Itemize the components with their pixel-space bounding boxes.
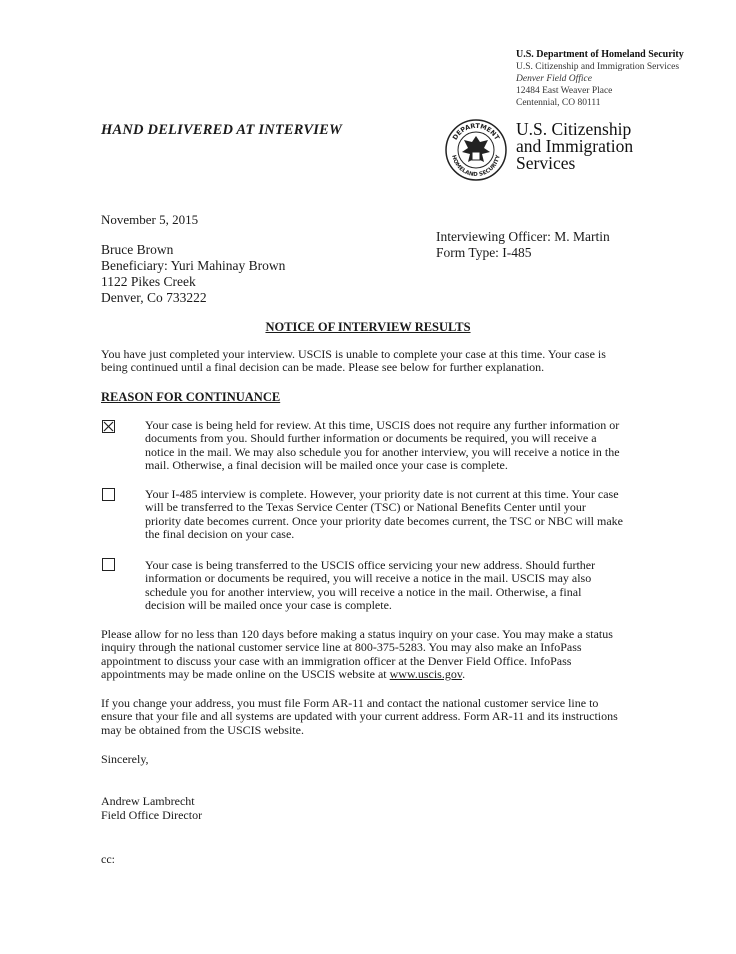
field-office-name: Denver Field Office bbox=[516, 74, 592, 84]
agency-logo-line1: U.S. Citizenship bbox=[516, 119, 632, 139]
letter-date: November 5, 2015 bbox=[101, 212, 199, 227]
agency-logo-line3: Services bbox=[516, 153, 576, 173]
office-street: 12484 East Weaver Place bbox=[516, 86, 613, 96]
form-type: Form Type: I-485 bbox=[436, 245, 532, 260]
officer-info bbox=[436, 229, 610, 261]
notice-title: NOTICE OF INTERVIEW RESULTS bbox=[265, 320, 471, 334]
uscis-website-link[interactable]: www.uscis.gov bbox=[389, 667, 463, 682]
signer-name: Andrew Lambrecht bbox=[101, 794, 195, 808]
intro-paragraph: You have just completed your interview. USCIS is unable to complete your case at this time. Your case is being continued until a final decision can be made. Please see below for further explanation. bbox=[101, 347, 606, 375]
option-3-text: Your case is being transferred to the USCIS office servicing your new address. Should further information or documents be required, you will receive a notice in the mail. USCIS may also schedule you for another interview, you will receive a notice in the mail. Otherwise, a final decision will be mailed once your case is complete. bbox=[145, 558, 596, 613]
seal-top-text: DEPARTMENT bbox=[450, 121, 502, 142]
address-change-paragraph: If you change your address, you must file Form AR-11 and contact the national customer service line to ensure that your file and all systems are updated with your current address. Form AR-11 and its instructions may be obtained from the USCIS website. bbox=[101, 696, 618, 737]
checkbox-x-icon bbox=[103, 421, 114, 432]
hand-delivered-note: HAND DELIVERED AT INTERVIEW bbox=[101, 122, 343, 138]
option-1-text: Your case is being held for review. At this time, USCIS does not require any further information or documents from you. Should further information or documents be required, you will receive a notice in the mail. We may also schedule you for another interview, you will receive a notice in the mail. Otherwise, a final decision will be mailed once your case is complete. bbox=[145, 418, 620, 473]
dhs-seal-icon bbox=[444, 118, 508, 182]
status-paragraph-text: Please allow for no less than 120 days before making a status inquiry on your case. You may make a status inquiry through the national customer service line at 800-375-5283. You may also make an InfoPass appointment to discuss your case with an immigration officer at the Denver Field Office. InfoPass appointments may be made online on the USCIS website at bbox=[101, 627, 613, 682]
option-2-text: Your I-485 interview is complete. However, your priority date is not current at this time. Your case will be transferred to the Texas Service Center (TSC) or National Benefits Center until your priority date becomes current. Once your priority date becomes current, the TSC or NBC will make the final decision on your case. bbox=[145, 487, 623, 542]
header-address-block bbox=[516, 49, 684, 109]
seal-bottom-text: HOMELAND SECURITY bbox=[450, 154, 502, 179]
option-1-checkbox[interactable] bbox=[102, 420, 115, 433]
agency-logo-line2: and Immigration bbox=[516, 136, 634, 156]
beneficiary-line: Beneficiary: Yuri Mahinay Brown bbox=[101, 258, 286, 273]
recipient-address bbox=[101, 242, 285, 306]
interviewing-officer: Interviewing Officer: M. Martin bbox=[436, 229, 610, 244]
option-3-checkbox[interactable] bbox=[102, 558, 115, 571]
recipient-name: Bruce Brown bbox=[101, 242, 174, 257]
status-paragraph-end: . bbox=[462, 667, 466, 682]
recipient-city: Denver, Co 733222 bbox=[101, 290, 207, 305]
reason-heading: REASON FOR CONTINUANCE bbox=[101, 390, 281, 404]
cc-line: cc: bbox=[101, 852, 115, 866]
option-2-checkbox[interactable] bbox=[102, 488, 115, 501]
agency-line: U.S. Citizenship and Immigration Services bbox=[516, 62, 680, 72]
closing: Sincerely, bbox=[101, 752, 149, 766]
status-inquiry-paragraph bbox=[101, 628, 629, 682]
signer-title: Field Office Director bbox=[101, 808, 203, 822]
signature-block bbox=[101, 794, 202, 822]
office-city: Centennial, CO 80111 bbox=[516, 98, 601, 108]
agency-logo-text bbox=[516, 121, 633, 172]
department-name: U.S. Department of Homeland Security bbox=[516, 49, 684, 60]
recipient-street: 1122 Pikes Creek bbox=[101, 274, 196, 289]
